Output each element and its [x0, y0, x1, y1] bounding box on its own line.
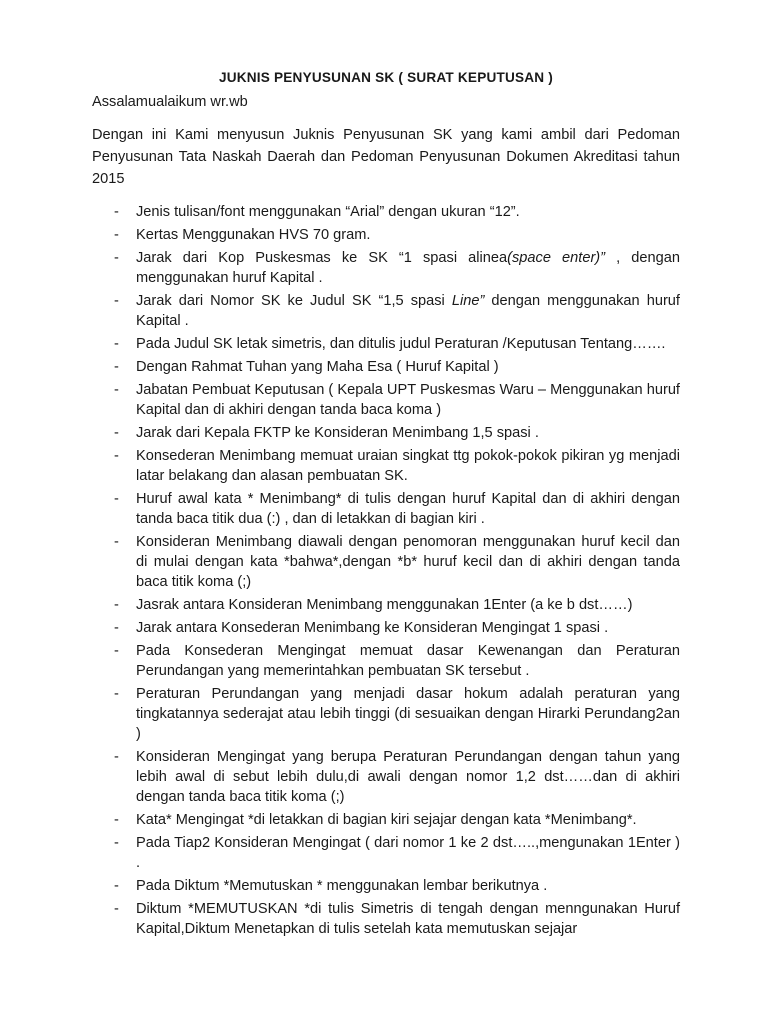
bullet-dash: - [114, 491, 119, 507]
bullet-dash: - [114, 425, 119, 441]
list-item [92, 225, 680, 245]
list-item [92, 291, 680, 331]
list-item-text: Jarak dari Kepala FKTP ke Konsideran Menimbang 1,5 spasi . [136, 425, 539, 441]
bullet-dash: - [114, 686, 119, 702]
list-item-text: Jenis tulisan/font menggunakan “Arial” dengan ukuran “12”. [136, 204, 520, 220]
list-item-text-tail: dengan menggunakan huruf Kapital . [136, 293, 680, 329]
list-item [92, 899, 680, 939]
list-item-italic: (space enter)” [507, 250, 606, 266]
list-item-text: Jabatan Pembuat Keputusan ( Kepala UPT Puskesmas Waru – Menggunakan huruf Kapital dan di akhiri dengan tanda baca koma ) [136, 382, 680, 418]
list-item-text: Konsederan Menimbang memuat uraian singkat ttg pokok-pokok pikiran yg menjadi latar belakang dan alasan pembuatan SK. [136, 448, 680, 484]
list-item [92, 380, 680, 420]
list-item [92, 532, 680, 592]
list-item-text: Konsideran Mengingat yang berupa Peraturan Perundangan dengan tahun yang lebih awal di sebut lebih dulu,di awali dengan nomor 1,2 dst……dan di akhiri dengan tanda baca titik koma (;) [136, 749, 680, 805]
list-item-text: Pada Diktum *Memutuskan * menggunakan lembar berikutnya . [136, 878, 548, 894]
list-item-text: Jarak dari Nomor SK ke Judul SK “1,5 spasi [136, 293, 452, 309]
bullet-dash: - [114, 597, 119, 613]
list-item [92, 810, 680, 830]
bullet-dash: - [114, 620, 119, 636]
list-item-text: Peraturan Perundangan yang menjadi dasar hokum adalah peraturan yang tingkatannya sederajat atau lebih tinggi (di sesuaikan dengan Hirarki Perundang2an ) [136, 686, 680, 742]
list-item [92, 334, 680, 354]
bullet-dash: - [114, 227, 119, 243]
list-item-text: Dengan Rahmat Tuhan yang Maha Esa ( Huruf Kapital ) [136, 359, 499, 375]
list-item-text: Jasrak antara Konsideran Menimbang menggunakan 1Enter (a ke b dst……) [136, 597, 633, 613]
list-item [92, 489, 680, 529]
list-item-text: Diktum *MEMUTUSKAN *di tulis Simetris di tengah dengan menngunakan Huruf Kapital,Diktum Menetapkan di tulis setelah kata memutuskan sejajar [136, 901, 680, 937]
list-item-text: Kata* Mengingat *di letakkan di bagian kiri sejajar dengan kata *Menimbang*. [136, 812, 637, 828]
intro-paragraph: Dengan ini Kami menyusun Juknis Penyusunan SK yang kami ambil dari Pedoman Penyusunan Tata Naskah Daerah dan Pedoman Penyusunan Dokumen Akreditasi tahun 2015 [92, 127, 680, 187]
bullet-dash: - [114, 878, 119, 894]
list-item [92, 833, 680, 873]
list-item [92, 747, 680, 807]
bullet-dash: - [114, 534, 119, 550]
list-item-italic: Line” [451, 293, 485, 309]
list-item-text: Huruf awal kata * Menimbang* di tulis dengan huruf Kapital dan di akhiri dengan tanda baca titik dua (:) , dan di letakkan di bagian kiri . [136, 491, 680, 527]
list-item [92, 641, 680, 681]
guideline-list [92, 202, 680, 939]
document-title: JUKNIS PENYUSUNAN SK ( SURAT KEPUTUSAN ) [218, 70, 554, 85]
bullet-dash: - [114, 336, 119, 352]
list-item [92, 876, 680, 896]
greeting: Assalamualaikum wr.wb [92, 94, 248, 110]
bullet-dash: - [114, 749, 119, 765]
bullet-dash: - [114, 250, 119, 266]
list-item [92, 595, 680, 615]
bullet-dash: - [114, 812, 119, 828]
list-item [92, 248, 680, 288]
bullet-dash: - [114, 359, 119, 375]
list-item-text: Jarak antara Konsederan Menimbang ke Konsideran Mengingat 1 spasi . [136, 620, 609, 636]
list-item [92, 423, 680, 443]
list-item [92, 446, 680, 486]
bullet-dash: - [114, 901, 119, 917]
list-item [92, 357, 680, 377]
bullet-dash: - [114, 382, 119, 398]
bullet-dash: - [114, 448, 119, 464]
list-item [92, 618, 680, 638]
bullet-dash: - [114, 204, 119, 220]
list-item-text-tail: , dengan menggunakan huruf Kapital . [136, 250, 680, 286]
list-item [92, 202, 680, 222]
bullet-dash: - [114, 643, 119, 659]
list-item-text: Pada Tiap2 Konsideran Mengingat ( dari nomor 1 ke 2 dst…..,mengunakan 1Enter ) . [136, 835, 680, 871]
list-item-text: Konsideran Menimbang diawali dengan penomoran menggunakan huruf kecil dan di mulai dengan kata *bahwa*,dengan *b* huruf kecil dan di akhiri dengan tanda baca titik koma (;) [136, 534, 680, 590]
list-item [92, 684, 680, 744]
list-item-text: Kertas Menggunakan HVS 70 gram. [136, 227, 371, 243]
list-item-text: Pada Judul SK letak simetris, dan ditulis judul Peraturan /Keputusan Tentang……. [136, 336, 666, 352]
bullet-dash: - [114, 293, 119, 309]
list-item-text: Pada Konsederan Mengingat memuat dasar Kewenangan dan Peraturan Perundangan yang memerintahkan pembuatan SK tersebut . [136, 643, 680, 679]
bullet-dash: - [114, 835, 119, 851]
list-item-text: Jarak dari Kop Puskesmas ke SK “1 spasi alinea [136, 250, 508, 266]
